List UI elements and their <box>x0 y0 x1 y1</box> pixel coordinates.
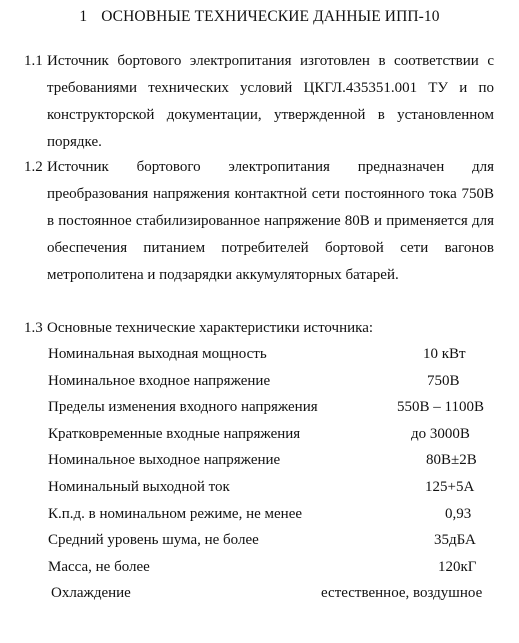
spec-row <box>48 527 494 554</box>
spec-value: 35дБА <box>434 532 476 549</box>
spec-row <box>48 368 494 395</box>
spec-label: Кратковременные входные напряжения <box>48 425 301 442</box>
section-heading <box>0 5 519 29</box>
section-title: ОСНОВНЫЕ ТЕХНИЧЕСКИЕ ДАННЫЕ ИПП-10 <box>101 8 440 25</box>
spec-row <box>48 341 494 368</box>
spec-row <box>48 421 494 448</box>
spec-label: К.п.д. в номинальном режиме, не менее <box>48 505 303 522</box>
paragraph-number: 1.3 <box>24 320 43 336</box>
paragraph-1-3 <box>24 315 494 342</box>
paragraph-1-2 <box>24 154 494 289</box>
spec-value: 10 кВт <box>423 346 466 362</box>
spec-value: 550В – 1100В <box>397 399 484 416</box>
spec-row <box>48 501 494 528</box>
spec-row <box>48 580 494 607</box>
spec-row <box>48 394 494 421</box>
spec-value: естественное, воздушное <box>321 585 483 602</box>
paragraph-text: Основные технические характеристики источника: <box>47 320 374 336</box>
spec-label: Масса, не более <box>48 558 150 575</box>
spec-row <box>48 554 494 581</box>
spec-label: Номинальная выходная мощность <box>48 346 267 362</box>
spec-value: до 3000В <box>411 425 470 442</box>
paragraph-text: Источник бортового электропитания изготовлен в соответствии с требованиями технических условий ЦКГЛ.435351.001 ТУ и по конструкторской документации, утвержденной в установленном порядке. <box>47 53 494 150</box>
spec-label: Пределы изменения входного напряжения <box>48 399 318 416</box>
paragraph-number: 1.1 <box>24 53 43 69</box>
spec-value: 80В±2В <box>426 452 477 469</box>
spec-value: 0,93 <box>445 505 472 522</box>
spec-value: 120кГ <box>438 558 477 575</box>
spec-label: Средний уровень шума, не более <box>48 532 259 549</box>
spec-row <box>48 474 494 501</box>
spec-row <box>48 447 494 474</box>
specs-list <box>48 341 494 607</box>
spec-value: 750В <box>427 372 460 389</box>
spec-value: 125+5А <box>425 478 475 495</box>
spec-label: Охлаждение <box>51 585 131 602</box>
spec-label: Номинальный выходной ток <box>48 478 230 495</box>
paragraph-number: 1.2 <box>24 159 43 175</box>
paragraph-text: Источник бортового электропитания предназначен для преобразования напряжения контактной сети постоянного тока 750В в постоянное стабилизированное напряжение 80В и применяется для обеспечения питанием потребителей бортовой сети вагонов метрополитена и подзарядки аккумуляторных батарей. <box>47 159 494 283</box>
paragraph-1-1 <box>24 48 494 156</box>
spec-label: Номинальное выходное напряжение <box>48 452 281 469</box>
section-number: 1 <box>79 8 88 25</box>
spec-label: Номинальное входное напряжение <box>48 372 271 389</box>
